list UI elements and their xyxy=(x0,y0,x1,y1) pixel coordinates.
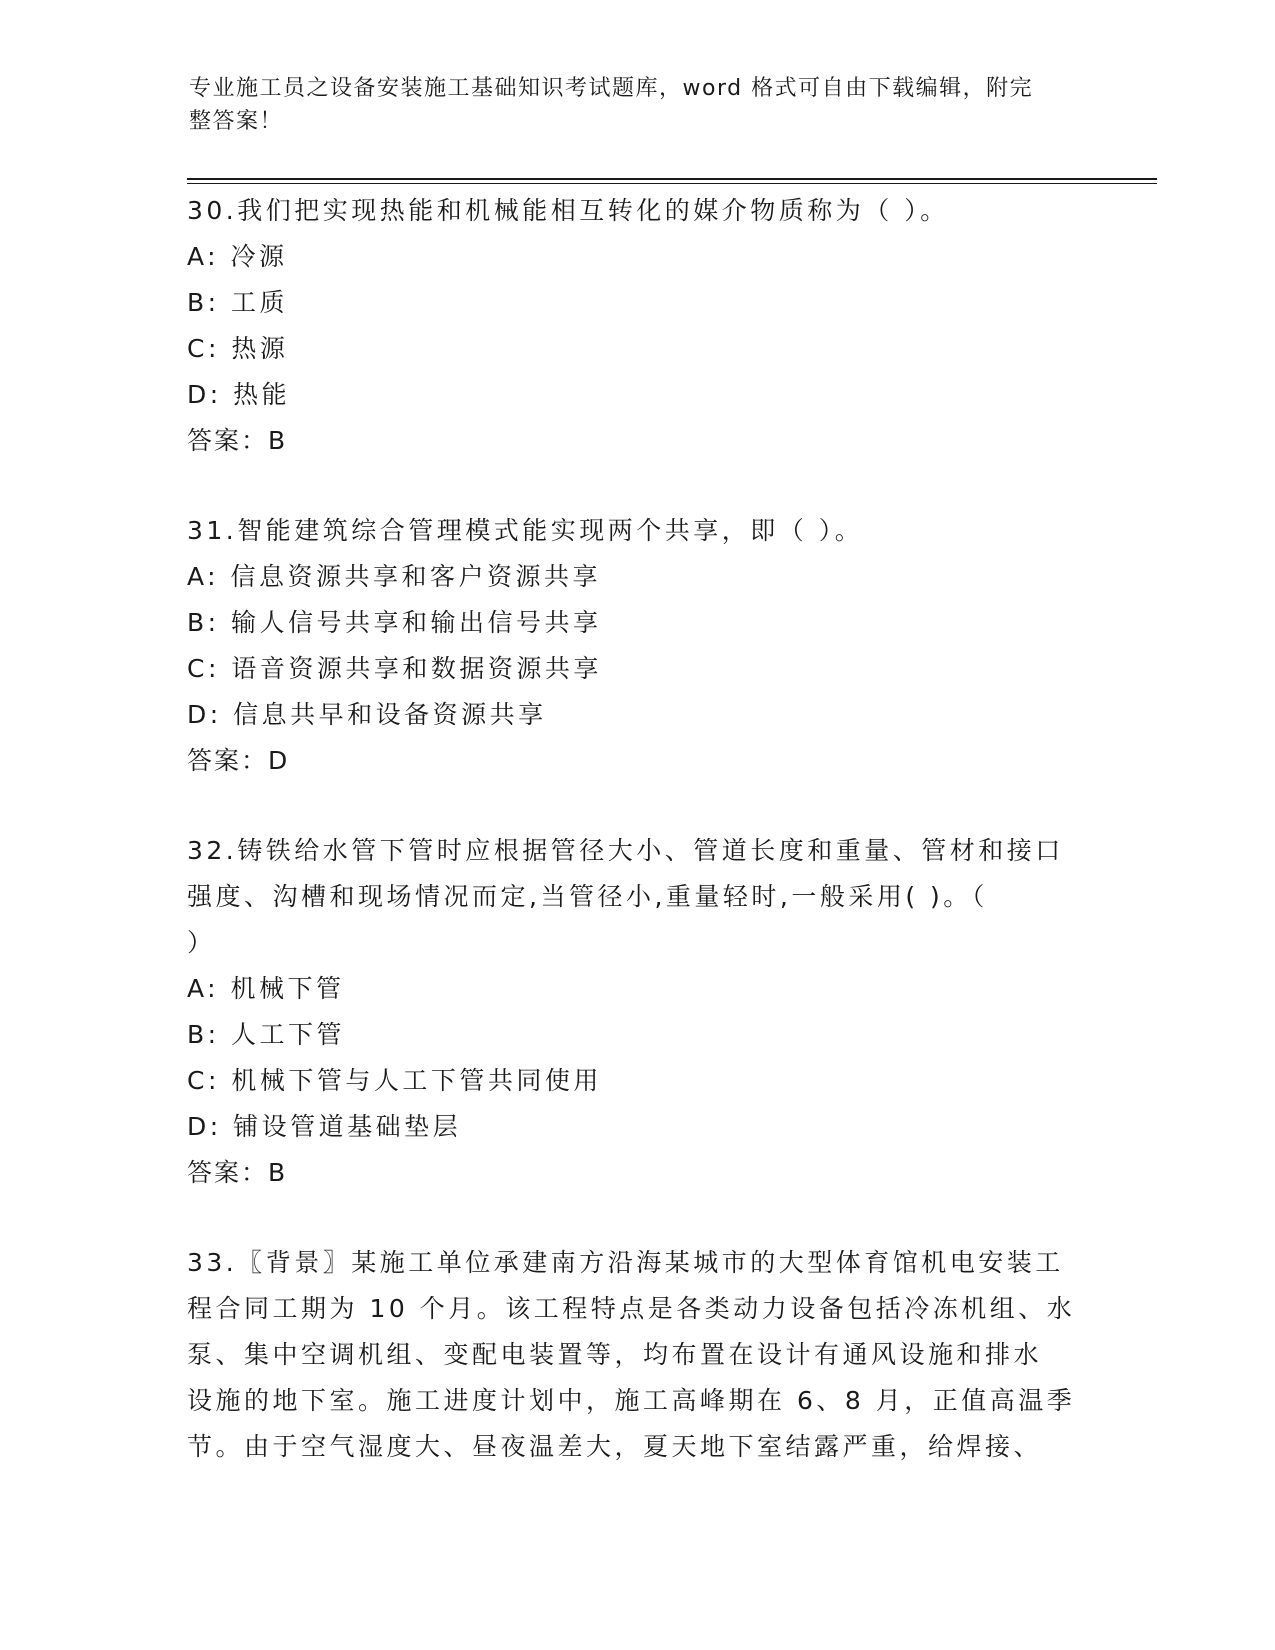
question-stem: 泵、集中空调机组、变配电装置等，均布置在设计有通风设施和排水 xyxy=(187,1340,1043,1369)
option-a: A: 冷源 xyxy=(187,242,288,271)
option-b: B: 人工下管 xyxy=(187,1020,346,1049)
question-stem: 32.铸铁给水管下管时应根据管径大小、管道长度和重量、管材和接口 xyxy=(187,836,1064,865)
answer-line xyxy=(187,418,1087,464)
header-divider-thick xyxy=(187,178,1157,180)
option-d: D: 信息共早和设备资源共享 xyxy=(187,700,547,729)
option-d: D: 铺设管道基础垫层 xyxy=(187,1112,462,1141)
answer-label: 答案： xyxy=(187,746,269,775)
question-stem: 设施的地下室。施工进度计划中，施工高峰期在 6、8 月，正值高温季 xyxy=(187,1386,1076,1415)
option-a: A: 信息资源共享和客户资源共享 xyxy=(187,562,602,591)
question-stem: 31.智能建筑综合管理模式能实现两个共享，即（ ）。 xyxy=(187,516,864,545)
question-stem: 30.我们把实现热能和机械能相互转化的媒介物质称为（ ）。 xyxy=(187,196,949,225)
question-32 xyxy=(187,828,1087,1196)
question-stem: ） xyxy=(187,928,216,957)
option-a: A: 机械下管 xyxy=(187,974,345,1003)
option-c: C: 热源 xyxy=(187,334,289,363)
question-33 xyxy=(187,1240,1087,1470)
question-30 xyxy=(187,188,1087,464)
answer-label: 答案： xyxy=(187,426,269,455)
question-stem: 节。由于空气湿度大、昼夜温差大，夏天地下室结露严重，给焊接、 xyxy=(187,1432,1043,1461)
option-b: B: 工质 xyxy=(187,288,289,317)
option-c: C: 机械下管与人工下管共同使用 xyxy=(187,1066,602,1095)
option-b: B: 输人信号共享和输出信号共享 xyxy=(187,608,602,637)
header-line-2: 整答案！ xyxy=(189,109,284,134)
answer-line xyxy=(187,1150,1087,1196)
option-c: C: 语音资源共享和数据资源共享 xyxy=(187,654,602,683)
option-d: D: 热能 xyxy=(187,380,291,409)
question-stem: 33.〖背景〗某施工单位承建南方沿海某城市的大型体育馆机电安装工 xyxy=(187,1248,1064,1277)
header-line-1: 专业施工员之设备安装施工基础知识考试题库，word 格式可自由下载编辑，附完 xyxy=(189,76,1034,101)
document-header xyxy=(189,72,1069,138)
question-list xyxy=(187,188,1087,1514)
header-divider-thin xyxy=(187,183,1157,184)
question-stem: 程合同工期为 10 个月。该工程特点是各类动力设备包括冷冻机组、水 xyxy=(187,1294,1076,1323)
answer-value: D xyxy=(268,746,290,775)
answer-value: B xyxy=(268,1158,288,1187)
question-31 xyxy=(187,508,1087,784)
question-stem: 强度、沟槽和现场情况而定,当管径小,重量轻时,一般采用( )。（ xyxy=(187,882,988,911)
answer-line xyxy=(187,738,1087,784)
answer-value: B xyxy=(268,426,288,455)
answer-label: 答案： xyxy=(187,1158,269,1187)
